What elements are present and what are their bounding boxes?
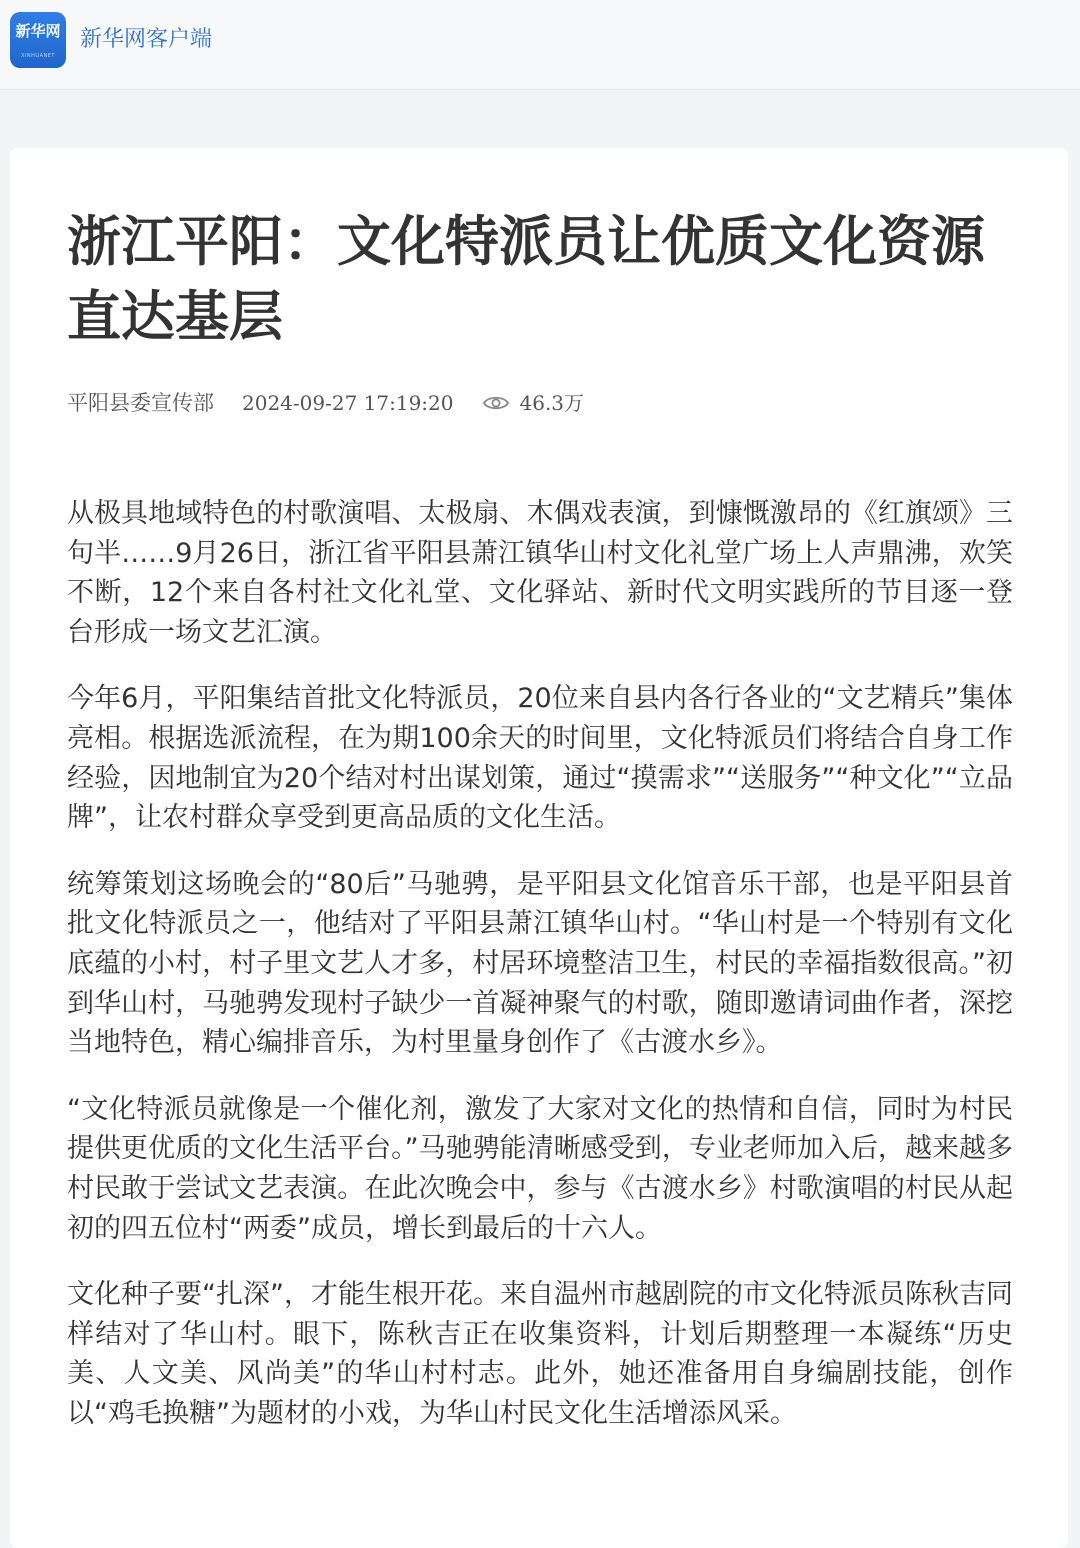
xinhua-logo[interactable] bbox=[10, 12, 66, 68]
app-name[interactable]: 新华网客户端 bbox=[80, 27, 213, 52]
logo-subtext: XINHUANET bbox=[21, 53, 55, 59]
paragraph-2: 今年6月，平阳集结首批文化特派员，20位来自县内各行各业的“文艺精兵”集体亮相。根据选派流程，在为期100余天的时间里，文化特派员们将结合自身工作经验，因地制宜为20个结对村出谋划策，通过“摸需求”“送服务”“种文化”“立品牌”，让农村群众享受到更高品质的文化生活。 bbox=[67, 683, 1013, 834]
paragraph-5: 文化种子要“扎深”，才能生根开花。来自温州市越剧院的市文化特派员陈秋吉同样结对了华山村。眼下，陈秋吉正在收集资料，计划后期整理一本凝练“历史美、人文美、风尚美”的华山村村志。此外，她还准备用自身编剧技能，创作以“鸡毛换糖”为题材的小戏，为华山村民文化生活增添风采。 bbox=[67, 1279, 1013, 1429]
article-body bbox=[67, 494, 1013, 1460]
eye-icon bbox=[482, 393, 510, 413]
view-count: 46.3万 bbox=[519, 391, 585, 415]
article-meta bbox=[67, 386, 584, 420]
paragraph-1: 从极具地域特色的村歌演唱、太极扇、木偶戏表演，到慷慨激昂的《红旗颂》三句半……9月26日，浙江省平阳县萧江镇华山村文化礼堂广场上人声鼎沸，欢笑不断，12个来自各村社文化礼堂、文化驿站、新时代文明实践所的节目逐一登台形成一场文艺汇演。 bbox=[67, 498, 1013, 648]
paragraph-3: 统筹策划这场晚会的“80后”马驰骋，是平阳县文化馆音乐干部，也是平阳县首批文化特派员之一，他结对了平阳县萧江镇华山村。“华山村是一个特别有文化底蕴的小村，村子里文艺人才多，村居环境整洁卫生，村民的幸福指数很高。”初到华山村，马驰骋发现村子缺少一首凝神聚气的村歌，随即邀请词曲作者，深挖当地特色，精心编排音乐，为村里量身创作了《古渡水乡》。 bbox=[67, 868, 1013, 1059]
article-title: 浙江平阳：文化特派员让优质文化资源直达基层 bbox=[67, 210, 985, 348]
article-datetime: 2024-09-27 17:19:20 bbox=[242, 391, 454, 415]
logo-text: 新华网 bbox=[15, 22, 61, 40]
paragraph-4: “文化特派员就像是一个催化剂，激发了大家对文化的热情和自信，同时为村民提供更优质的文化生活平台。”马驰骋能清晰感受到，专业老师加入后，越来越多村民敢于尝试文艺表演。在此次晚会中，参与《古渡水乡》村歌演唱的村民从起初的四五位村“两委”成员，增长到最后的十六人。 bbox=[67, 1093, 1013, 1244]
article-source: 平阳县委宣传部 bbox=[67, 391, 214, 415]
app-header bbox=[0, 0, 1080, 90]
